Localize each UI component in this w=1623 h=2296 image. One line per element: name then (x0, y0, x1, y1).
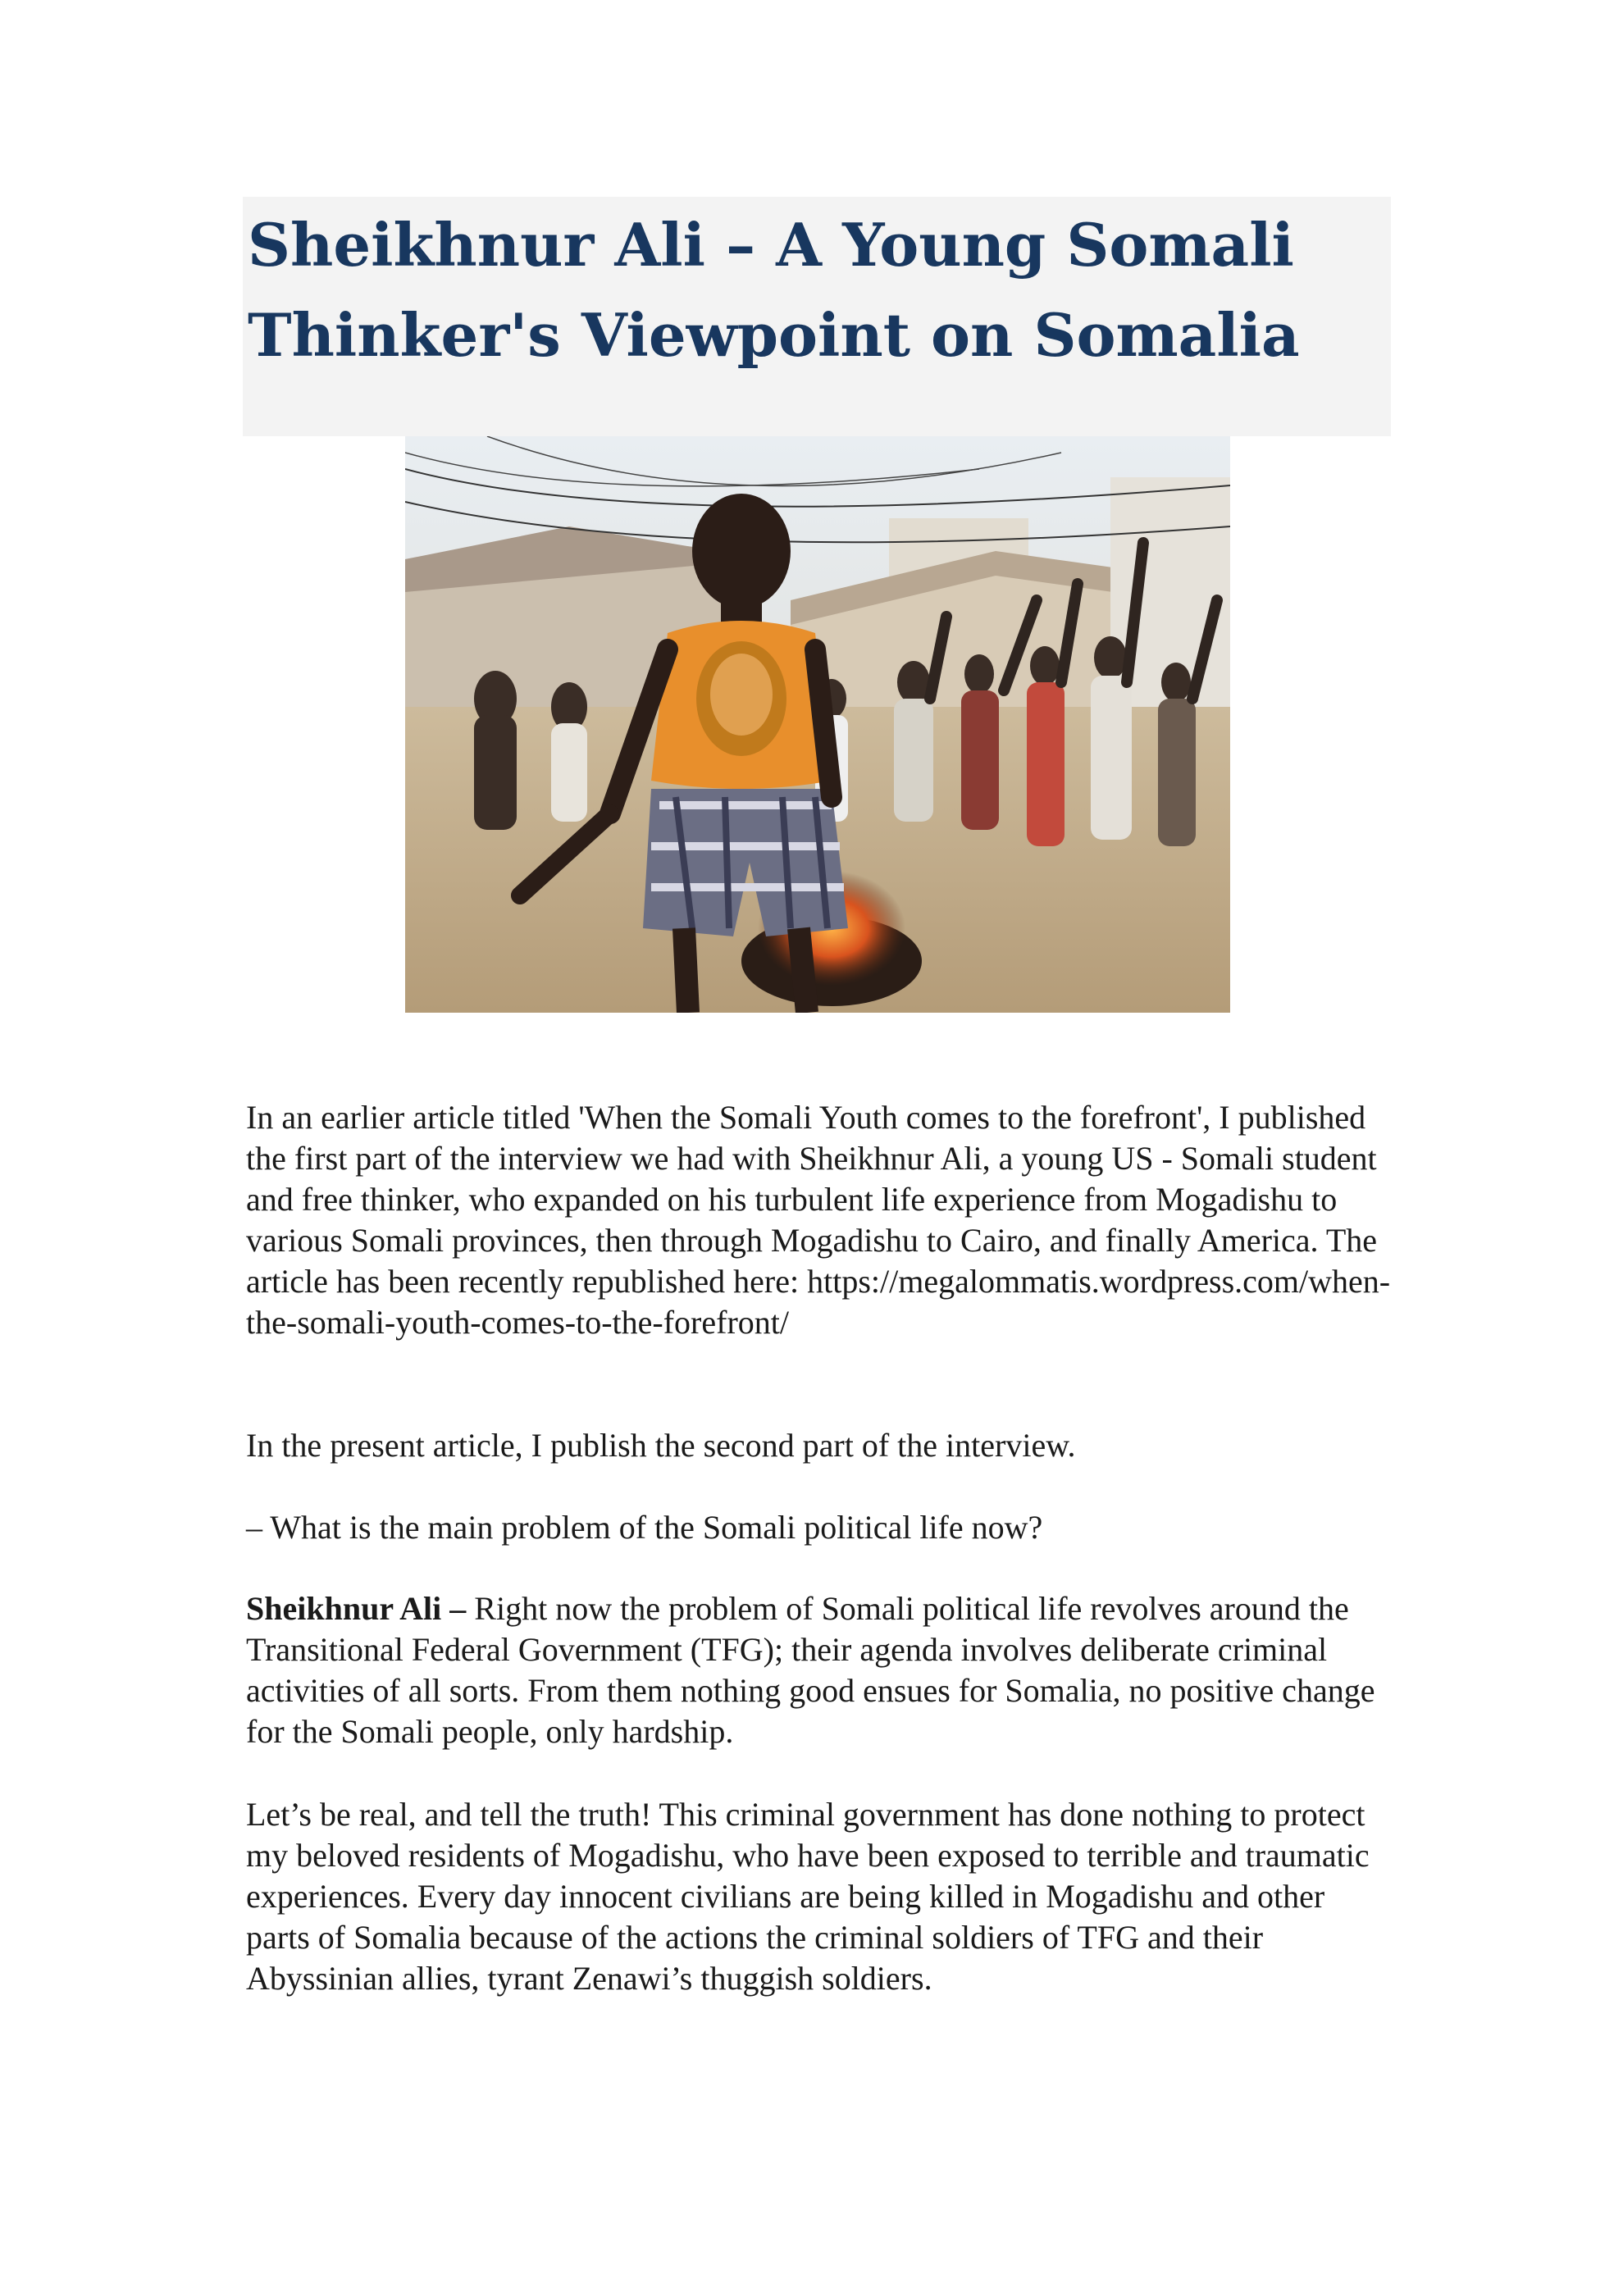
title-banner (243, 197, 1391, 436)
answer-text: Right now the problem of Somali political life revolves around the Transitional Federal Government (TFG); their agenda involves deliberate criminal activities of all sorts. From them nothing good ensues for Somalia, no positive change for the Somali people, only hardship. (246, 1590, 1375, 1750)
truth-paragraph: Let’s be real, and tell the truth! This criminal government has done nothing to protect my beloved residents of Mogadishu, who have been exposed to terrible and traumatic experiences. Every day innocent civilians are being killed in Mogadishu and other parts of Somalia because of the actions the criminal soldiers of TFG and their Abyssinian allies, tyrant Zenawi’s thuggish soldiers. (246, 1796, 1370, 1997)
speaker-label: Sheikhnur Ali – (246, 1590, 467, 1627)
answer-paragraph (246, 1588, 1394, 1752)
street-protest-image (405, 436, 1230, 1013)
article-photo (405, 436, 1230, 1013)
present-paragraph: In the present article, I publish the second part of the interview. (246, 1427, 1076, 1464)
article-title: Sheikhnur Ali – A Young Somali Thinker's Viewpoint on Somalia (248, 210, 1300, 370)
intro-paragraph: In an earlier article titled 'When the Somali Youth comes to the forefront', I published the first part of the interview we had with Sheikhnur Ali, a young US - Somali student and free thinker, who expanded on his turbulent life experience from Mogadishu to various Somali provinces, then through Mogadishu to Cairo, and finally America. The article has been recently republished here: https://megalommatis.wordpress.com/when-the-somali-youth-comes-to-the-forefront/ (246, 1099, 1391, 1341)
question-paragraph: – What is the main problem of the Somali political life now? (246, 1509, 1043, 1546)
